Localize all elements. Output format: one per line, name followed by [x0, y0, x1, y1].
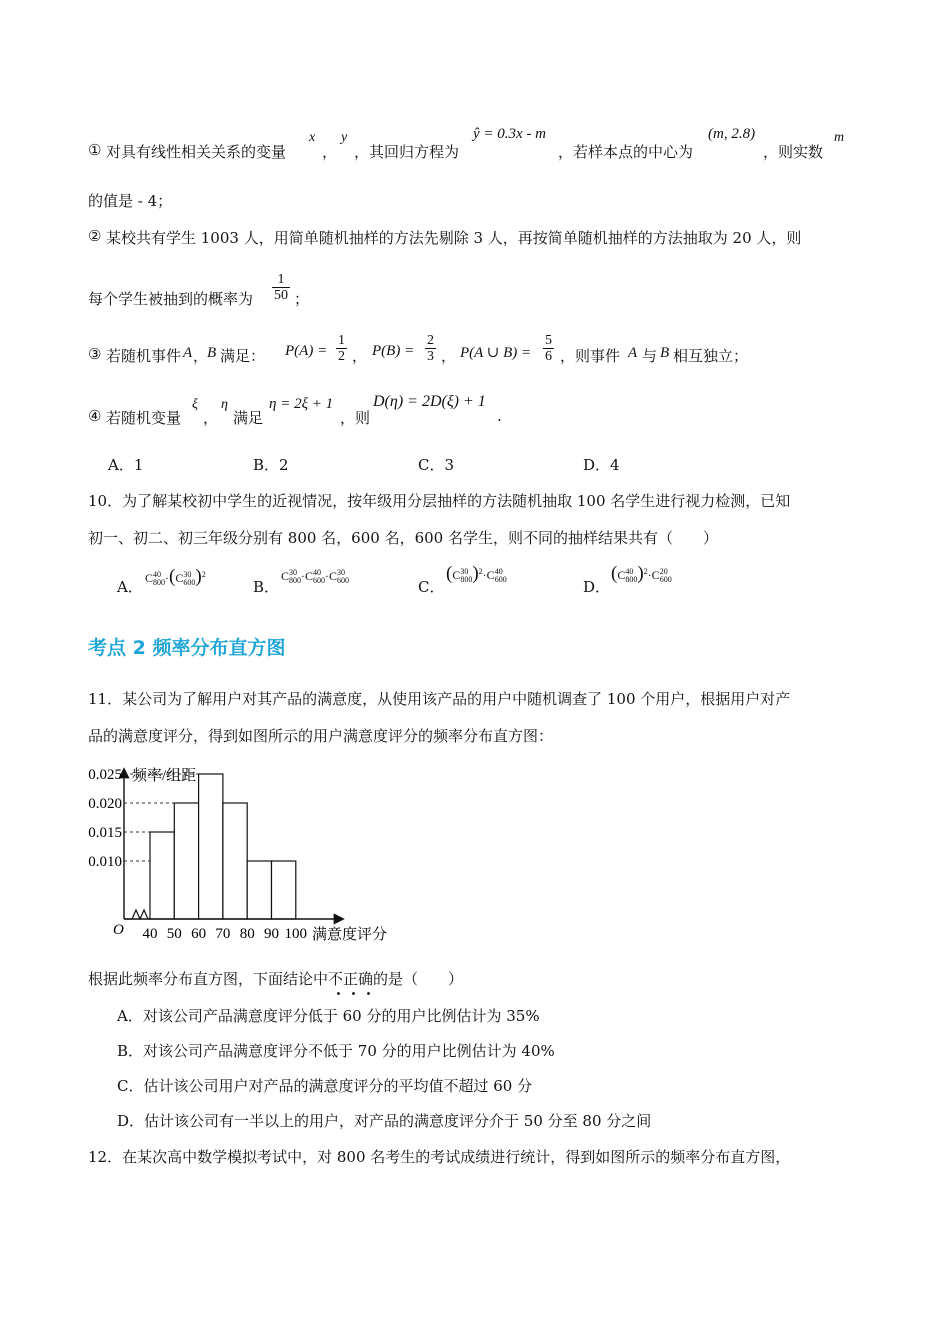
fraction-1-2	[336, 333, 347, 364]
q11-line1: 11．某公司为了解用户对其产品的满意度，从使用该产品的用户中随机调查了 100 个用户，根据用户对产	[88, 690, 791, 708]
fraction-2-3	[425, 333, 436, 364]
q9-item3-text3: ，则事件	[560, 347, 621, 365]
q9-item3-text4: 与	[642, 347, 658, 365]
q10-option-d-formula[interactable]: (C 40 800 )$^2$·C 20 600	[611, 563, 672, 585]
square-exponent: 2	[478, 567, 483, 576]
comb-bottom: 600	[337, 576, 350, 586]
q9-option-b[interactable]: B．2	[253, 456, 289, 474]
histogram-bar-40-50	[150, 832, 174, 919]
comb-symbol: C	[617, 568, 626, 582]
fraction-numerator: 2	[427, 333, 434, 348]
prob-a: P(A) =	[285, 343, 328, 359]
y-tick-label: 0.025	[88, 767, 122, 783]
comb-bottom: 800	[460, 575, 473, 585]
histogram-bar-90-100	[272, 861, 296, 919]
x-tick-label: 90	[264, 926, 279, 942]
q11-option-c[interactable]: C．估计该公司用户对产品的满意度评分的平均值不超过 60 分	[117, 1077, 533, 1095]
x-tick-label: 50	[166, 926, 182, 942]
q10-option-d-letter[interactable]: D．	[583, 578, 611, 596]
comb-top: 40	[153, 570, 162, 580]
y-axis-label: 频率/组距	[132, 768, 197, 784]
x-axis-label: 满意度评分	[312, 927, 388, 943]
x-tick-label: 40	[142, 926, 158, 942]
conclusion-prefix: 根据此频率分布直方图，下面结论中	[88, 970, 329, 988]
dot-operator: ·	[482, 568, 487, 582]
event-b: B	[207, 345, 217, 361]
q9-item2-line1: 某校共有学生 1003 人，用简单随机抽样的方法先剔除 3 人，再按简单随机抽样的方法抽取为 20 人，则	[106, 229, 802, 247]
q10-option-a-formula[interactable]: C 40 800 ·(C 30 600 )$^2$	[145, 566, 206, 588]
q9-item3-c2: ，	[441, 347, 457, 365]
comb-top: 20	[659, 567, 668, 577]
fraction-denominator: 6	[545, 349, 552, 364]
variance-relation: D(η) = 2D(ξ) + 1	[373, 393, 486, 410]
var-xi: ξ	[192, 397, 198, 412]
q11-option-b[interactable]: B．对该公司产品满意度评分不低于 70 分的用户比例估计为 40%	[117, 1042, 555, 1060]
event-b-2: B	[660, 345, 670, 361]
comb-top: 30	[289, 568, 298, 578]
regression-equation: ŷ = 0.3x - m	[473, 126, 547, 142]
q9-item2-marker: ②	[88, 227, 102, 245]
fraction-numerator: 5	[545, 333, 552, 348]
q9-item2-end: ；	[294, 290, 310, 308]
q9-item2-line2: 每个学生被抽到的概率为	[88, 290, 254, 308]
q10-option-b-formula[interactable]	[281, 569, 349, 585]
q9-item3-sep: ，	[193, 347, 209, 365]
x-tick-label: 60	[191, 926, 207, 942]
y-tick-label: 0.010	[88, 854, 122, 870]
fraction-denominator: 50	[274, 288, 288, 303]
q9-item1-marker: ①	[88, 141, 102, 159]
fraction-numerator: 1	[338, 333, 345, 348]
var-m: m	[834, 130, 845, 145]
x-tick-label: 80	[239, 926, 255, 942]
q9-item1-text2: ，其回归方程为	[354, 143, 460, 161]
comb-bottom: 800	[289, 576, 302, 586]
prob-a-union-b: P(A ∪ B) =	[460, 345, 532, 361]
q9-option-a[interactable]: A．1	[108, 456, 144, 474]
q9-item4-text2: 满足	[233, 409, 264, 427]
fraction-denominator: 3	[427, 349, 434, 364]
comb-top: 40	[625, 567, 634, 577]
q9-item4-text1: 若随机变量	[106, 409, 182, 427]
comb-symbol: C	[651, 568, 660, 582]
q10-option-b-letter[interactable]: B．	[253, 578, 280, 596]
comb-top: 40	[494, 567, 503, 577]
fraction-1-50	[272, 272, 290, 303]
histogram-bar-80-90	[247, 861, 271, 919]
q10-line2: 初一、初二、初三年级分别有 800 名，600 名，600 名学生，则不同的抽样结果共有（ ）	[88, 529, 718, 547]
comb-symbol: C	[281, 569, 290, 583]
q9-item4-text3: ，则	[340, 409, 371, 427]
y-tick-label: 0.015	[88, 825, 122, 841]
q10-option-a-letter[interactable]: A．	[117, 578, 143, 596]
q9-item4-end: .	[497, 407, 502, 425]
q9-item3-text1: 若随机事件	[106, 347, 182, 365]
comb-symbol: C	[145, 571, 154, 585]
q9-option-d[interactable]: D．4	[583, 456, 620, 474]
q11-line2: 品的满意度评分，得到如图所示的用户满意度评分的频率分布直方图：	[88, 727, 554, 745]
var-x: x	[309, 130, 316, 145]
axis-break-mark	[124, 910, 150, 919]
square-exponent: 2	[643, 567, 648, 576]
q9-item3-text5: 相互独立；	[673, 347, 749, 365]
histogram-bar-60-70	[199, 774, 223, 919]
comb-top: 30	[183, 570, 192, 580]
frequency-histogram	[80, 760, 420, 950]
fraction-5-6	[543, 333, 554, 364]
q11-option-d[interactable]: D．估计该公司有一半以上的用户，对产品的满意度评分介于 50 分至 80 分之间	[117, 1112, 652, 1130]
prob-b: P(B) =	[372, 343, 415, 359]
histogram-bar-50-60	[174, 803, 198, 919]
y-tick-label: 0.020	[88, 796, 122, 812]
comb-top: 30	[337, 568, 346, 578]
dot-operator: ·	[301, 569, 306, 583]
var-y: y	[341, 130, 348, 145]
dot-operator: ·	[647, 568, 652, 582]
square-exponent: 2	[201, 570, 206, 579]
q11-option-a[interactable]: A．对该公司产品满意度评分低于 60 分的用户比例估计为 35%	[117, 1007, 540, 1025]
x-tick-label: 100	[284, 926, 308, 942]
q9-item3-marker: ③	[88, 345, 102, 363]
q9-item4-comma: ，	[203, 409, 219, 427]
comb-bottom: 600	[313, 576, 326, 586]
comb-symbol: C	[329, 569, 338, 583]
comb-symbol: C	[175, 571, 184, 585]
q9-item1-text4: ，则实数	[763, 143, 824, 161]
q10-option-c-formula[interactable]: (C 30 800 )$^2$·C 40 600	[446, 563, 507, 585]
q9-item1-text1: 对具有线性相关关系的变量	[106, 143, 287, 161]
comb-symbol: C	[486, 568, 495, 582]
q9-item1-line2: 的值是 - 4；	[88, 192, 173, 210]
event-a: A	[183, 345, 193, 361]
q9-item3-text2: 满足：	[220, 347, 266, 365]
comb-bottom: 800	[153, 578, 166, 588]
section-heading: 考点 2 频率分布直方图	[88, 637, 286, 659]
x-tick-label: 70	[215, 926, 231, 942]
q9-item1-text3: ，若样本点的中心为	[558, 143, 694, 161]
var-eta: η	[221, 397, 228, 412]
comb-bottom: 800	[625, 575, 638, 585]
dot-operator: ·	[165, 571, 170, 585]
sample-center: (m, 2.8)	[708, 126, 756, 142]
conclusion-suffix: 的是（ ）	[373, 970, 464, 988]
comb-top: 30	[460, 567, 469, 577]
q10-line1: 10．为了解某校初中学生的近视情况，按年级用分层抽样的方法随机抽取 100 名学生进行视力检测，已知	[88, 492, 791, 510]
origin-label: O	[113, 922, 124, 938]
histogram-bar-70-80	[223, 803, 247, 919]
q12-line1: 12．在某次高中数学模拟考试中，对 800 名考生的考试成绩进行统计，得到如图所示的频率分布直方图，	[88, 1148, 791, 1166]
comb-bottom: 600	[659, 575, 672, 585]
event-a-2: A	[628, 345, 638, 361]
comb-bottom: 600	[183, 578, 196, 588]
emphasis-not-correct: 不正确	[328, 970, 374, 988]
comb-symbol: C	[305, 569, 314, 583]
eta-relation: η = 2ξ + 1	[269, 396, 334, 412]
comb-bottom: 600	[494, 575, 507, 585]
fraction-numerator: 1	[272, 272, 290, 288]
comb-symbol: C	[452, 568, 461, 582]
q9-item1-comma: ，	[322, 143, 338, 161]
q10-option-c-letter[interactable]: C．	[418, 578, 445, 596]
dot-operator: ·	[325, 569, 330, 583]
q9-item3-c1: ，	[352, 347, 368, 365]
fraction-denominator: 2	[338, 349, 345, 364]
comb-top: 40	[313, 568, 322, 578]
q11-conclusion-text	[88, 968, 463, 989]
q9-item4-marker: ④	[88, 407, 102, 425]
q9-option-c[interactable]: C．3	[418, 456, 455, 474]
